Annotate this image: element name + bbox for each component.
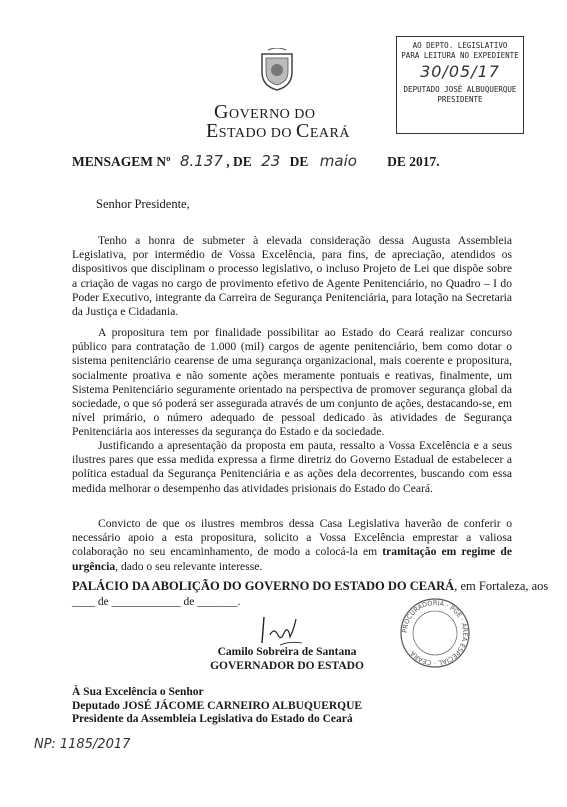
salutation: Senhor Presidente, [96, 197, 190, 211]
addressee-line3: Presidente da Assembleia Legislativa do Estado do Ceará [72, 713, 353, 725]
state-crest-icon [258, 48, 296, 92]
paragraph-3: Justificando a apresentação da proposta em pauta, ressalto a Vossa Excelência e a seus ilustres pares que essa medida expressa a firme diretriz do Governo Estadual de estabelecer a política estadual da Segurança Penitenciária e as ações dela decorrentes, buscando com essa medida melhorar o desempenho das atividades prisionais do Estado do Ceará. [72, 439, 512, 495]
protocol-number: NP: 1185/2017 [34, 737, 131, 752]
stamp-line3: DEPUTADO JOSÉ ALBUQUERQUE [403, 85, 517, 94]
government-title-line2: ESTADO DO CEARÁ [206, 120, 350, 142]
message-month: maio [319, 152, 357, 170]
stamp-line1: AO DEPTO. LEGISLATIVO [412, 41, 508, 50]
signer-title: GOVERNADOR DO ESTADO [210, 660, 364, 672]
paragraph-2: A propositura tem por finalidade possibilitar ao Estado do Ceará realizar concurso público para contratação de 1.000 (mil) cargos de agente penitenciário, bem como dotar o sistema penitenciário cearense de uma segurança organizacional, mais coerente e propositura, socialmente proativa e não somente ações meramente pontuais e reativas, finalmente, um Sistema Penitenciário seguramente orientado na perspectiva de promover segurança global da sociedade, o que só poderá ser assegurada através de um conjunto de ações, destacando-se, em nível primário, o número adequado de pessoal dedicado às atividades de Segurança Penitenciária aos interesses da segurança do Estado e da sociedade. [72, 326, 512, 439]
signer-name: Camilo Sobreira de Santana [217, 646, 357, 658]
government-title-line1: GOVERNO DO [214, 101, 316, 123]
message-day: 23 [261, 152, 281, 170]
message-number-line: MENSAGEM Nº 8.137 , DE 23 DE maio DE 2017. [72, 152, 440, 170]
svg-text:PROCURADORIA · PGE · ÁREA ESPE: PROCURADORIA · PGE · ÁREA ESPECIAL · CEARÁ [400, 598, 470, 668]
stamp-line2: PARA LEITURA NO EXPEDIENTE [401, 51, 519, 60]
procuradoria-seal-icon [398, 596, 472, 670]
date-fill-line: ____ de ____________ de _______. [72, 596, 241, 608]
addressee-block [72, 686, 362, 727]
paragraph-4: Convicto de que os ilustres membros dessa Casa Legislativa haverão de conferir o necessário apoio a esta propositura, solicito a Vossa Excelência emprestar a valiosa colaboração no seu encaminhamento, de modo a colocá-la em tramitação em regime de urgência, dado o seu relevante interesse. [72, 517, 512, 573]
stamp-line4: PRESIDENTE [437, 95, 483, 104]
paragraph-1: Tenho a honra de submeter à elevada consideração dessa Augusta Assembleia Legislativa, por intermédio de Vossa Excelência, para fins, de apreciação, atendidos os dispositivos que disciplinam o processo legislativo, o incluso Projeto de Lei que dispõe sobre a criação de vagas no cargo de provimento efetivo de Agente Penitenciário, no Quadro – I do Poder Executivo, integrante da Carreira de Segurança Penitenciária, para lotação na Secretaria da Justiça e Cidadania. [72, 234, 512, 319]
addressee-line2: Deputado JOSÉ JÁCOME CARNEIRO ALBUQUERQUE [72, 699, 363, 712]
signer-block [180, 645, 394, 673]
message-number: 8.137 [179, 152, 223, 170]
place-line: PALÁCIO DA ABOLIÇÃO DO GOVERNO DO ESTADO DO CEARÁ, em Fortaleza, aos [72, 579, 549, 593]
stamp-date: 30/05/17 [420, 62, 500, 81]
addressee-line1: À Sua Excelência o Senhor [72, 686, 204, 698]
receipt-stamp [396, 36, 524, 134]
